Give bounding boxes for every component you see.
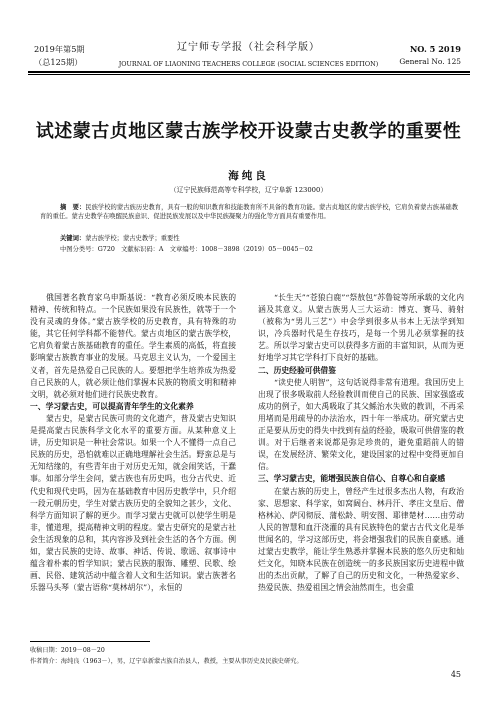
body-paragraph: 蒙古史，是蒙古民族可贵的文化遗产，普及蒙古史知识是提高蒙古民族科学文化水平的重要方面。从某种意义上讲，历史知识是一种社会常识。如果一个人不懂得一点自己民族的历史，恐怕就难以正确地理解社会生活。野蛮总是与无知结缘的，有些青年由于对历史无知，就会闹笑话，干蠢事。如部分学生会问，蒙古族也有历史吗，也分古代史、近代史和现代史吗，因为在基础教育中因历史教学中，只介绍一段元朝历史，学生对蒙古族历史的全貌知之甚少，文化、科学方面知识了解的更少。而学习蒙古史就可以使学生明是非，懂道理，提高精神文明的程度。蒙古史研究的是蒙古社会生活现象的总和，其内容涉及到社会生活的各个方面。例如，蒙古民族的史诗、故事、神话、传说、歌谣、叙事诗中蕴含着朴素的哲学知识；蒙古民族的服饰、雕塑、民歌、绘画、民俗、建筑活动中蕴含着人文和生活知识。蒙古族著名乐器马头琴（蒙古语称“莫林胡尔”），永恒的 bbox=[30, 413, 236, 593]
header-rule-thick bbox=[28, 71, 470, 73]
footnote-rule bbox=[30, 641, 150, 642]
body-column-right bbox=[258, 292, 464, 594]
section-heading-2: 二、历史经验可供借鉴 bbox=[258, 365, 336, 375]
body-paragraph: 在蒙古族的历史上，曾经产生过很多杰出人物，有政治家、思想家、科学家，如窝阔台、林丹汗、孝庄文皇后、僧格林沁、萨冈彻辰、蒲松龄、明安图、耶律楚材……由劳动人民的智慧和血汗浇灌的具有民族特色的蒙古古代文化是举世闻名的，学习这部历史，将会增强我们的民族自豪感。通过蒙古史教学，能让学生熟悉并掌握本民族的悠久历史和灿烂文化，知晓本民族在创造统一的多民族国家历史进程中做出的杰出贡献，了解了自己的历史和文化，一种热爱家乡、热爱民族、热爱祖国之情会油然而生，也会重 bbox=[258, 486, 464, 593]
footnote-author: 作者简介：海纯良（1963－），男，辽宁阜新蒙古族自治县人，教授，主要从事历史及民族史研究。 bbox=[30, 658, 303, 665]
classification-line: 中图分类号：G720 文献标识码：A 文章编号：1008－3898（2019）05－0045－02 bbox=[60, 246, 313, 253]
body-paragraph: “长生天”“苍狼白鹿”“祭敖包”苏鲁锭等所承载的文化内涵及其意义。从蒙古族男人三大运动：博克、赛马、骑射（被称为“男儿三艺”）中会学到很多从书本上无法学到知识，冷兵器时代是生存技巧，是每一个男儿必须掌握的技艺。所以学习蒙古史可以获得多方面的丰富知识，从而为更好地学习其它学科打下良好的基础。 bbox=[258, 293, 464, 363]
body-paragraph: “读史使人明智”，这句话说得非常有道理。我国历史上出现了很多吸取前人经验教训而使自己的民族、国家强盛或成功的例子，如大禹吸取了其父鲧治水失败的教训，不再采用堵而是用疏导的办法治水，四十年一举成功。研究蒙古史正是要从历史的得失中找到有益的经验，吸取可供借鉴的教训。对于后继者来说都是弥足珍贵的，避免重蹈前人的错误，在发展经济、繁荣文化，建设国家的过程中变得更加自信。 bbox=[258, 377, 464, 472]
header-issue-en: NO. 5 2019 bbox=[409, 44, 461, 54]
article-author: 海纯良 bbox=[228, 170, 269, 182]
body-paragraph: 俄国著名教育家乌申斯基说：“教育必须反映本民族的精神、传统和特点。一个民族如果没有民族性，就等于一个没有灵魂的身体。”蒙古族学校的历史教育，具有特殊的功能，其它任何学科都不能替代。蒙古贞地区的蒙古族学校，它肩负着蒙古族基础教育的重任。学生素质的高低，将直接影响蒙古族教育事业的发展。马克思主义认为，一个爱国主义者，首先是热爱自己民族的人。要想把学生培养成为热爱自己民族的人，就必须让他们掌握本民族的物质文明和精神文明，就必须对他们进行民族史教育。 bbox=[30, 293, 236, 399]
author-affiliation: （辽宁民族师范高等专科学校，辽宁阜新 123000） bbox=[169, 186, 328, 194]
abstract bbox=[40, 203, 458, 222]
abstract-label: 摘 要： bbox=[60, 204, 86, 211]
header-rule-thin bbox=[28, 74, 470, 75]
header-total-cn: （总125期） bbox=[34, 57, 83, 67]
section-heading-1: 一、学习蒙古史，可以提高青年学生的文化素养 bbox=[30, 401, 194, 411]
abstract-text: 民族学校的蒙古族历史教育，具有一般的知识教育和技能教育所不具备的教育功能。蒙古贞地区的蒙古族学校，它肩负着蒙古族基础教育的重任。蒙古史教学在唤醒民族意识、促进民族发展以及中华民族凝聚力的强化等方面具有重要作用。 bbox=[40, 204, 459, 221]
section-heading-3: 三、学习蒙古史，能增强民族自信心、自尊心和自豪感 bbox=[258, 474, 446, 484]
page-number: 45 bbox=[450, 670, 461, 679]
article-title: 试述蒙古贞地区蒙古族学校开设蒙古史教学的重要性 bbox=[35, 121, 462, 142]
header-journal-en: JOURNAL OF LIAONING TEACHERS COLLEGE (SOCIAL SCIENCES EDITION) bbox=[118, 60, 379, 68]
keywords-label: 关键词： bbox=[60, 235, 86, 242]
keywords-text: 蒙古族学校；蒙古史教学；重要性 bbox=[85, 235, 180, 242]
body-column-left bbox=[30, 292, 236, 594]
header-issue-cn: 2019年第5期 bbox=[34, 44, 85, 54]
header-journal-cn: 辽宁师专学报（社会科学版） bbox=[177, 42, 320, 53]
keywords bbox=[60, 233, 180, 242]
footnote-received: 收稿日期：2019－08－20 bbox=[30, 647, 105, 654]
header-general-en: General No. 125 bbox=[399, 57, 461, 66]
